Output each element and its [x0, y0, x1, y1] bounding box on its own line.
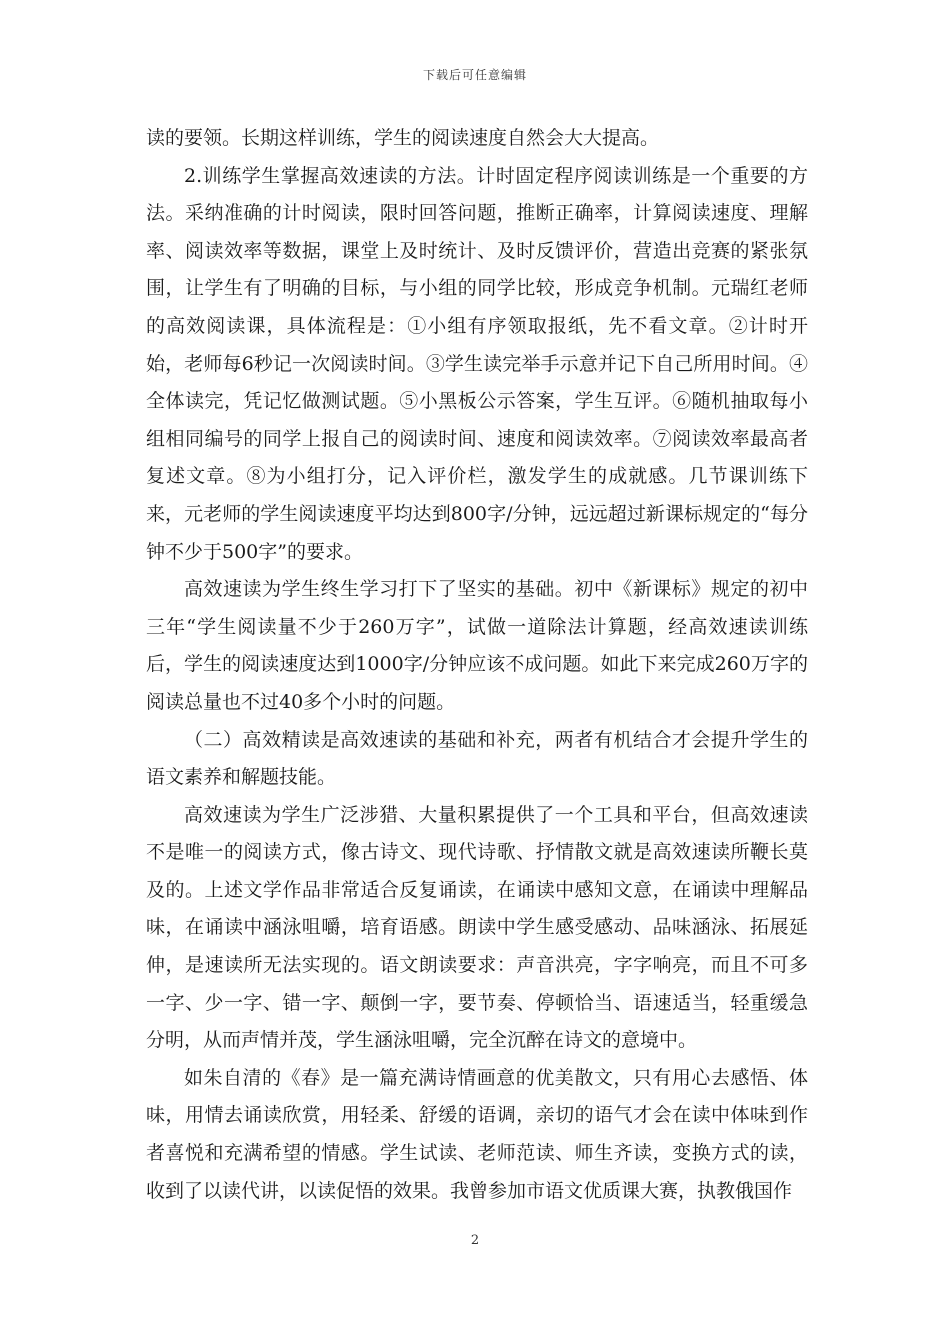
document-body	[146, 120, 808, 1210]
paragraph: 读的要领。长期这样训练，学生的阅读速度自然会大大提高。	[146, 127, 660, 149]
paragraph: 高效速读为学生终生学习打下了坚实的基础。初中《新课标》规定的初中三年“学生阅读量不少于260万字”，试做一道除法计算题，经高效速读训练后，学生的阅读速度达到1000字/分钟应该不成问题。如此下来完成260万字的阅读总量也不过40多个小时的问题。	[146, 578, 808, 713]
page-number: 2	[470, 1233, 480, 1248]
section-heading-paragraph: （二）高效精读是高效速读的基础和补充，两者有机结合才会提升学生的语文素养和解题技能。	[146, 728, 808, 789]
paragraph: 高效速读为学生广泛涉猎、大量积累提供了一个工具和平台，但高效速读不是唯一的阅读方式，像古诗文、现代诗歌、抒情散文就是高效速读所鞭长莫及的。上述文学作品非常适合反复诵读，在诵读中感知文意，在诵读中理解品味，在诵读中涵泳咀嚼，培育语感。朗读中学生感受感动、品味涵泳、拓展延伸，是速读所无法实现的。语文朗读要求：声音洪亮，字字响亮，而且不可多一字、少一字、错一字、颠倒一字，要节奏、停顿恰当、语速适当，轻重缓急分明，从而声情并茂，学生涵泳咀嚼，完全沉醉在诗文的意境中。	[146, 803, 808, 1052]
page-header: 下载后可任意编辑	[422, 68, 527, 82]
paragraph: 2.训练学生掌握高效速读的方法。计时固定程序阅读训练是一个重要的方法。采纳准确的计时阅读，限时回答问题，推断正确率，计算阅读速度、理解率、阅读效率等数据，课堂上及时统计、及时反馈评价，营造出竞赛的紧张氛围，让学生有了明确的目标，与小组的同学比较，形成竞争机制。元瑞红老师的高效阅读课，具体流程是：①小组有序领取报纸，先不看文章。②计时开始，老师每6秒记一次阅读时间。③学生读完举手示意并记下自己所用时间。④全体读完，凭记忆做测试题。⑤小黑板公示答案，学生互评。⑥随机抽取每小组相同编号的同学上报自己的阅读时间、速度和阅读效率。⑦阅读效率最高者复述文章。⑧为小组打分，记入评价栏，激发学生的成就感。几节课训练下来，元老师的学生阅读速度平均达到800字/分钟，远远超过新课标规定的“每分钟不少于500字”的要求。	[146, 164, 808, 563]
paragraph: 如朱自清的《春》是一篇充满诗情画意的优美散文，只有用心去感悟、体味，用情去诵读欣赏，用轻柔、舒缓的语调，亲切的语气才会在读中体味到作者喜悦和充满希望的情感。学生试读、老师范读、师生齐读，变换方式的读，收到了以读代讲，以读促悟的效果。我曾参加市语文优质课大赛，执教俄国作	[146, 1066, 808, 1202]
